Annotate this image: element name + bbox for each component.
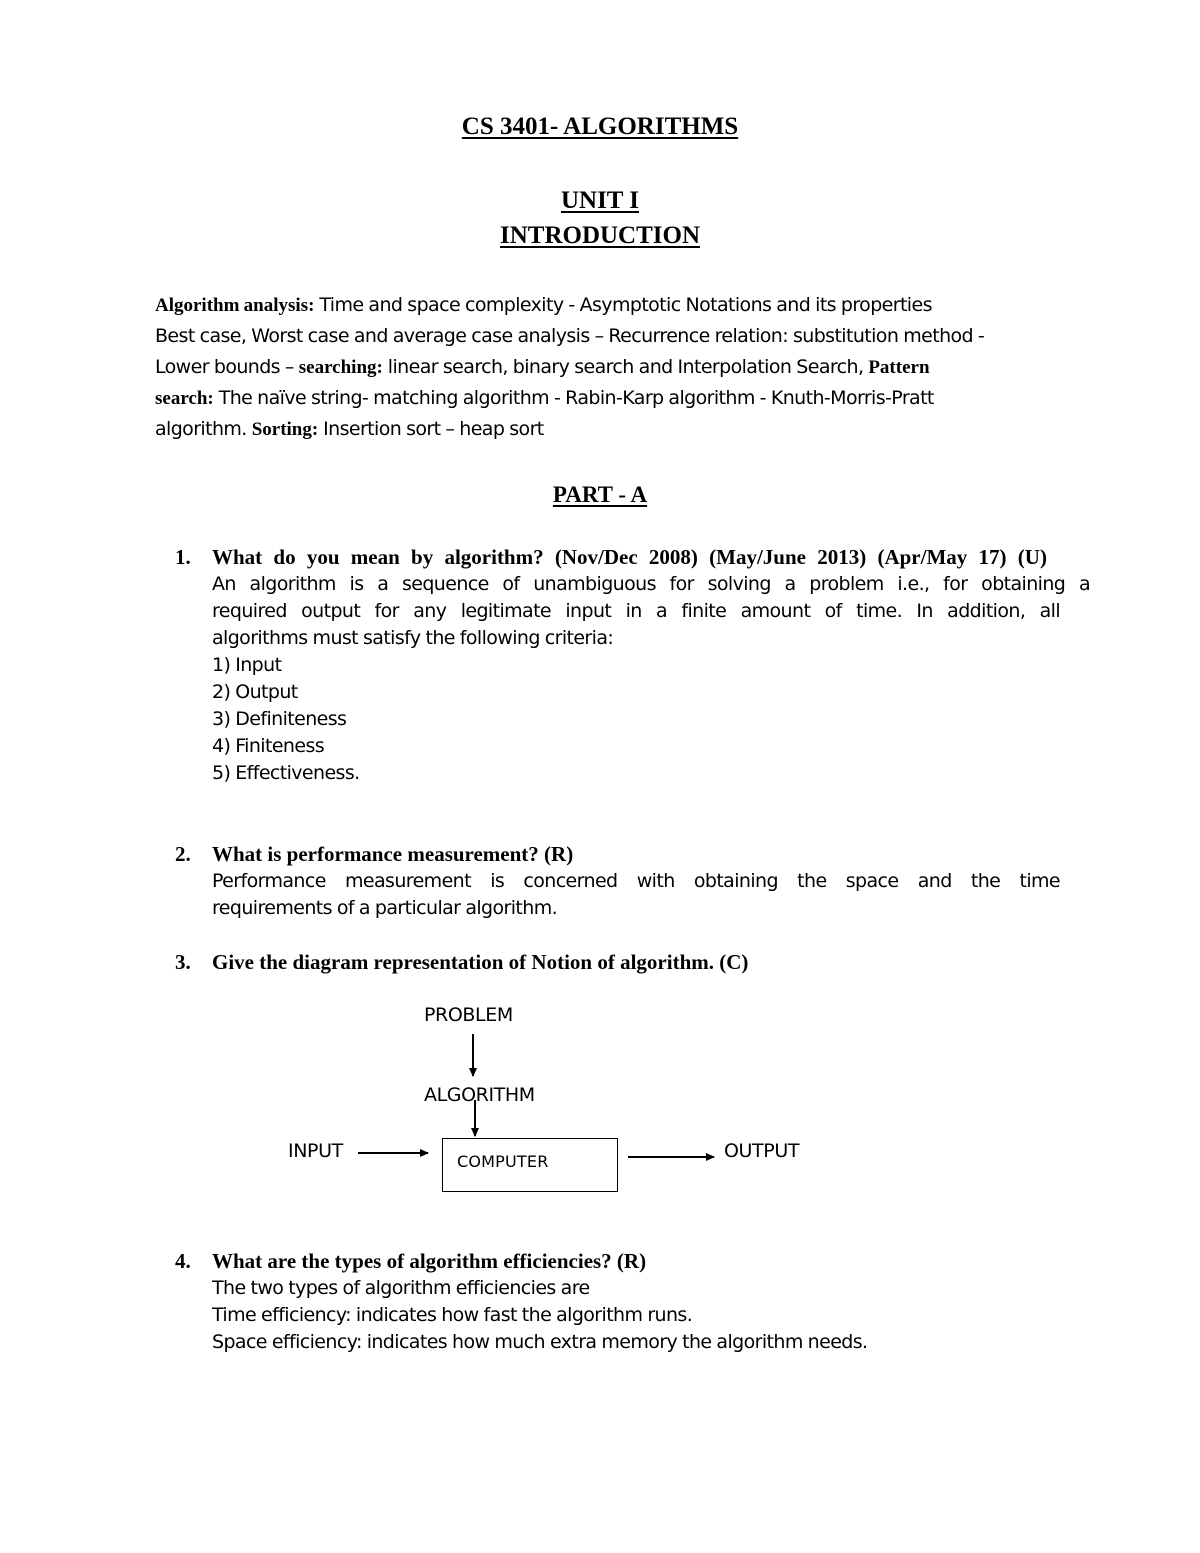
syllabus-paragraph bbox=[155, 290, 1055, 445]
answer-text: Time efficiency: indicates how fast the algorithm runs. bbox=[212, 1304, 693, 1326]
syllabus-label-pattern: Pattern bbox=[868, 357, 930, 378]
answer-text: Space efficiency: indicates how much extra memory the algorithm needs. bbox=[212, 1331, 868, 1353]
question-title: Give the diagram representation of Notion of algorithm. (C) bbox=[212, 950, 749, 974]
question-title: What is performance measurement? (R) bbox=[212, 842, 574, 866]
diagram-label-problem: PROBLEM bbox=[424, 1004, 513, 1026]
diagram-label-algorithm: ALGORITHM bbox=[424, 1084, 535, 1106]
criteria-item: 5) Effectiveness. bbox=[212, 762, 360, 784]
unit-title: INTRODUCTION bbox=[499, 222, 701, 249]
unit-number: UNIT I bbox=[560, 187, 640, 214]
question-number: 4. bbox=[175, 1249, 191, 1273]
syllabus-label-search: search: bbox=[155, 388, 214, 409]
answer-text: The two types of algorithm efficiencies are bbox=[212, 1277, 590, 1299]
question-number: 1. bbox=[175, 545, 191, 569]
criteria-item: 4) Finiteness bbox=[212, 735, 325, 757]
part-heading: PART - A bbox=[552, 482, 648, 507]
syllabus-text: The naïve string- matching algorithm - Rabin-Karp algorithm - Knuth-Morris-Pratt bbox=[213, 387, 934, 409]
course-title: CS 3401- ALGORITHMS bbox=[461, 113, 739, 140]
syllabus-text: Best case, Worst case and average case analysis – Recurrence relation: substitution method - bbox=[155, 325, 985, 347]
question-4 bbox=[212, 1248, 1090, 1356]
answer-text: algorithms must satisfy the following criteria: bbox=[212, 627, 614, 649]
criteria-item: 1) Input bbox=[212, 654, 282, 676]
answer-text: An algorithm is a sequence of unambiguous for solving a problem i.e., for obtaining a bbox=[212, 573, 1090, 595]
question-number: 3. bbox=[175, 950, 191, 974]
criteria-item: 3) Definiteness bbox=[212, 708, 347, 730]
syllabus-label-analysis: Algorithm analysis: bbox=[155, 295, 315, 316]
question-title: What do you mean by algorithm? (Nov/Dec 2008) (May/June 2013) (Apr/May 17) (U) bbox=[212, 545, 1047, 569]
question-1 bbox=[212, 544, 1090, 787]
answer-text: Performance measurement is concerned with obtaining the space and the time bbox=[212, 870, 1060, 892]
answer-text: requirements of a particular algorithm. bbox=[212, 897, 558, 919]
syllabus-label-sorting: Sorting: bbox=[251, 419, 319, 440]
answer-text: required output for any legitimate input in a finite amount of time. In addition, all bbox=[212, 600, 1060, 622]
diagram-label-computer: COMPUTER bbox=[457, 1152, 549, 1171]
question-2 bbox=[212, 841, 1090, 922]
diagram-label-input: INPUT bbox=[288, 1140, 343, 1162]
syllabus-text: linear search, binary search and Interpolation Search, bbox=[382, 356, 869, 378]
question-3 bbox=[212, 949, 1090, 976]
computer-box bbox=[442, 1138, 618, 1192]
syllabus-text: Time and space complexity - Asymptotic Notations and its properties bbox=[314, 294, 932, 316]
question-title: What are the types of algorithm efficiencies? (R) bbox=[212, 1249, 647, 1273]
diagram-label-output: OUTPUT bbox=[724, 1140, 800, 1162]
criteria-item: 2) Output bbox=[212, 681, 298, 703]
syllabus-text: Lower bounds – bbox=[155, 356, 299, 378]
syllabus-label-searching: searching: bbox=[298, 357, 383, 378]
question-number: 2. bbox=[175, 842, 191, 866]
syllabus-text: Insertion sort – heap sort bbox=[318, 418, 544, 440]
syllabus-text: algorithm. bbox=[155, 418, 252, 440]
